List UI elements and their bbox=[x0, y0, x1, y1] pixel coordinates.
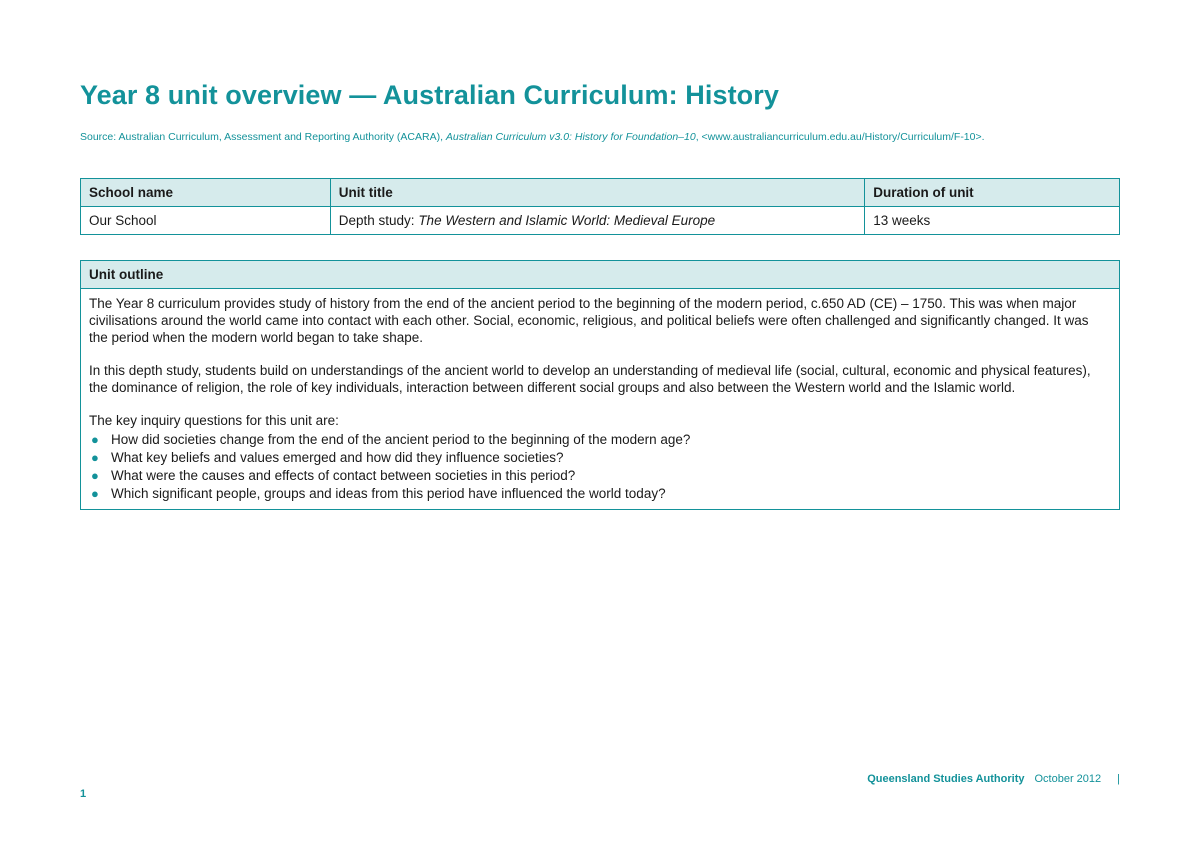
source-citation bbox=[80, 131, 985, 143]
footer-separator: | bbox=[1117, 773, 1120, 785]
outline-paragraph-1: The Year 8 curriculum provides study of history from the end of the ancient period to the beginning of the modern period, c.650 AD (CE) – 1750. This was when major civilisations around the world came into contact with each other. Social, economic, religious, and political beliefs were often challenged and significantly changed. It was the period when the modern world began to take shape. bbox=[89, 296, 1089, 345]
bullet-icon: ● bbox=[91, 432, 99, 447]
unit-title-value bbox=[330, 207, 864, 235]
source-prefix: Source: Australian Curriculum, Assessment and Reporting Authority (ACARA), bbox=[80, 131, 446, 143]
source-suffix: , <www.australiancurriculum.edu.au/History/Curriculum/F-10>. bbox=[695, 131, 985, 143]
inquiry-questions-list bbox=[89, 431, 1111, 503]
bullet-icon: ● bbox=[91, 450, 99, 465]
duration-value: 13 weeks bbox=[865, 207, 1120, 235]
source-title: Australian Curriculum v3.0: History for Foundation–10 bbox=[445, 131, 696, 143]
list-item: ● What were the causes and effects of contact between societies in this period? bbox=[91, 468, 576, 483]
table-header-row bbox=[81, 179, 1120, 207]
outline-header: Unit outline bbox=[81, 261, 1120, 289]
table-row bbox=[81, 207, 1120, 235]
bullet-icon: ● bbox=[91, 486, 99, 501]
header-duration: Duration of unit bbox=[865, 179, 1120, 207]
header-unit-title: Unit title bbox=[330, 179, 864, 207]
outline-paragraph-2: In this depth study, students build on understandings of the ancient world to develop an understanding of medieval life (social, cultural, economic and physical features), the dominance of religion, the role of key individuals, interaction between different social groups and also between the Western world and the Islamic world. bbox=[89, 363, 1091, 395]
footer-org: Queensland Studies Authority bbox=[867, 773, 1025, 785]
outline-paragraph-3: The key inquiry questions for this unit are: bbox=[89, 413, 339, 428]
footer-date: October 2012 bbox=[1034, 773, 1102, 785]
unit-info-table bbox=[80, 178, 1120, 235]
page-number: 1 bbox=[80, 788, 87, 800]
outline-body bbox=[81, 289, 1120, 510]
list-item: ● What key beliefs and values emerged and how did they influence societies? bbox=[91, 450, 564, 465]
outline-header-row bbox=[81, 261, 1120, 289]
page-title: Year 8 unit overview — Australian Curriculum: History bbox=[80, 80, 779, 110]
list-item: ● How did societies change from the end of the ancient period to the beginning of the modern age? bbox=[91, 432, 691, 447]
list-item: ● Which significant people, groups and ideas from this period have influenced the world today? bbox=[91, 486, 666, 501]
unit-title-italic: The Western and Islamic World: Medieval Europe bbox=[418, 213, 716, 228]
unit-title-prefix: Depth study: bbox=[338, 213, 419, 228]
unit-outline-table bbox=[80, 260, 1120, 510]
footer bbox=[867, 773, 1120, 785]
header-school-name: School name bbox=[81, 179, 331, 207]
school-name-value: Our School bbox=[81, 207, 331, 235]
bullet-icon: ● bbox=[91, 468, 99, 483]
outline-body-row bbox=[81, 289, 1120, 510]
